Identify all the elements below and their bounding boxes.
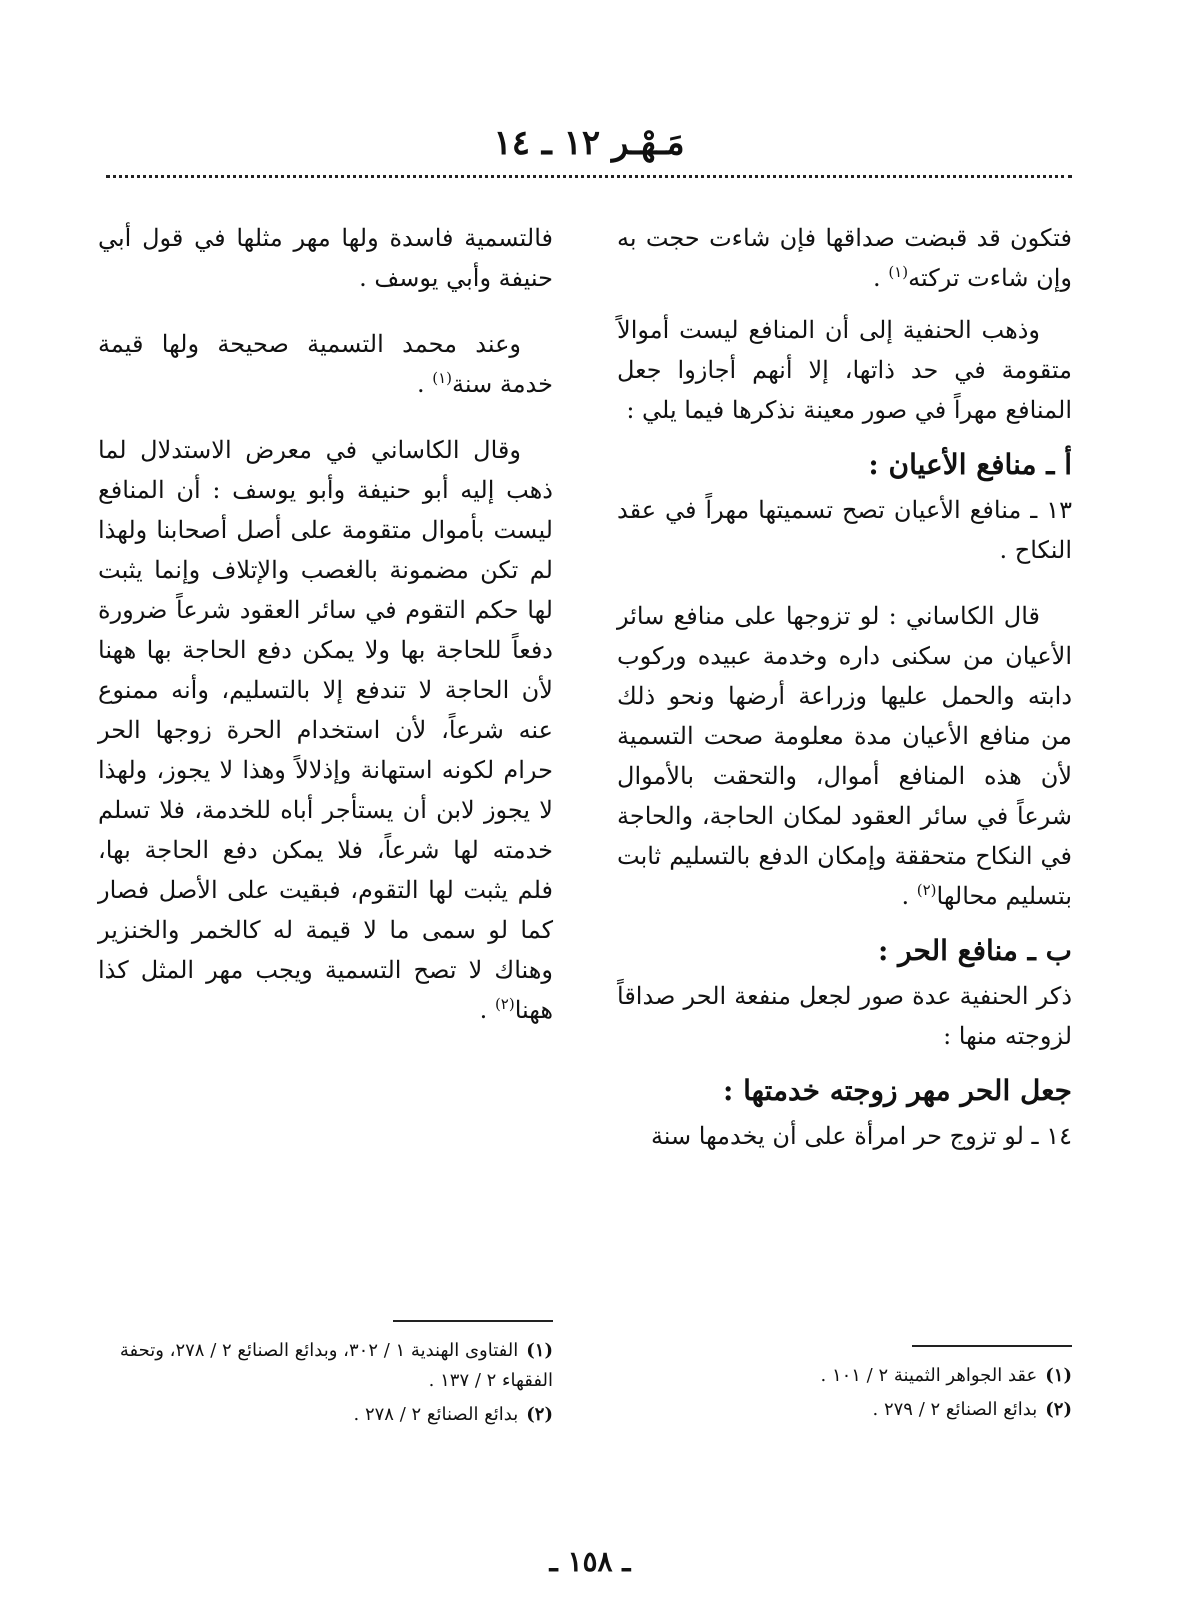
footnote-rule [912, 1345, 1072, 1347]
paragraph-text: وقال الكاساني في معرض الاستدلال لما ذهب إليه أبو حنيفة وأبو يوسف : أن المنافع ليست بأموال متقومة على أصل أصحابنا ولهذا لم تكن مضمونة بالغصب والإتلاف وإنما يثبت لها حكم التقوم في سائر العقود شرعاً ضرورة دفعاً للحاجة بها ولا يمكن دفع الحاجة بها ههنا لأن الحاجة لا تندفع إلا بالتسليم، وأنه ممنوع عنه شرعاً، لأن استخدام الحرة زوجها الحر حرام لكونه استهانة وإذلالاً وهذا لا يجوز، ولهذا لا يجوز لابن أن يستأجر أباه للخدمة، فلا تسلم خدمته لها شرعاً، فلا يمكن دفع الحاجة بها، فلم يثبت لها التقوم، فبقيت على الأصل فصار كما لو سمى ما لا قيمة له كالخمر والخنزير وهناك لا تصح التسمية ويجب مهر المثل كذا ههنا [98, 436, 553, 1024]
paragraph-text: فتكون قد قبضت صداقها فإن شاءت حجت به وإن شاءت تركته [617, 224, 1072, 292]
footnote-number: (١) [526, 1340, 553, 1361]
footnote [617, 1361, 1072, 1391]
footnote-number: (٢) [1045, 1399, 1072, 1420]
paragraph: وقال الكاساني في معرض الاستدلال لما ذهب إليه أبو حنيفة وأبو يوسف : أن المنافع ليست بأموال متقومة على أصل أصحابنا ولهذا لم تكن مضمونة بالغصب والإتلاف وإنما يثبت لها حكم التقوم في سائر العقود شرعاً ضرورة دفعاً للحاجة بها ولا يمكن دفع الحاجة بها ههنا لأن الحاجة لا تندفع إلا بالتسليم، وأنه ممنوع عنه شرعاً، لأن استخدام الحرة زوجها الحر حرام لكونه استهانة وإذلالاً وهذا لا يجوز، ولهذا لا يجوز لابن أن يستأجر أباه للخدمة، فلا تسلم خدمته لها شرعاً، فلا يمكن دفع الحاجة بها، فلم يثبت لها التقوم، فبقيت على الأصل فصار كما لو سمى ما لا قيمة له كالخمر والخنزير وهناك لا تصح التسمية ويجب مهر المثل كذا ههنا$^{(٢)}$ . [98, 436, 553, 1024]
footnote [617, 1395, 1072, 1425]
paragraph-text: قال الكاساني : لو تزوجها على منافع سائر الأعيان من سكنى داره وخدمة عبيده وركوب دابته والحمل عليها وزراعة أرضها ونحو ذلك من منافع الأعيان مدة معلومة صحت التسمية لأن هذه المنافع أموال، والتحقت بالأموال شرعاً في سائر العقود لمكان الحاجة، والحاجة في النكاح متحققة وإمكان الدفع بالتسليم ثابت بتسليم محالها [617, 602, 1072, 910]
footnote-ref: (٢) [494, 995, 515, 1013]
section-heading: ب ـ منافع الحر : [878, 934, 1072, 967]
footnote [98, 1336, 553, 1396]
header-dotted-rule [106, 175, 1072, 178]
section-heading: أ ـ منافع الأعيان : [868, 448, 1072, 481]
footnote-number: (١) [1045, 1365, 1072, 1386]
footnote-text: بدائع الصنائع ٢ / ٢٧٨ . [353, 1404, 519, 1425]
footnote-ref: (٢) [916, 881, 937, 899]
left-column [98, 218, 553, 1042]
paragraph: وذهب الحنفية إلى أن المنافع ليست أموالاً متقومة في حد ذاتها، إلا أنهم أجازوا جعل المنافع مهراً في صور معينة نذكرها فيما يلي : [617, 316, 1072, 424]
paragraph: فالتسمية فاسدة ولها مهر مثلها في قول أبي حنيفة وأبي يوسف . [98, 224, 553, 292]
footnote-text: عقد الجواهر الثمينة ٢ / ١٠١ . [820, 1365, 1038, 1386]
page-number: ـ ١٥٨ ـ [549, 1545, 631, 1578]
running-header: مَـهْـر ١٢ ـ ١٤ [493, 123, 685, 163]
paragraph: وعند محمد التسمية صحيحة ولها قيمة خدمة سنة$^{(١)}$ . [98, 330, 553, 398]
footnote-number: (٢) [526, 1404, 553, 1425]
footnote-rule [393, 1320, 553, 1322]
section-heading: جعل الحر مهر زوجته خدمتها : [723, 1074, 1072, 1107]
footnote [98, 1400, 553, 1430]
numbered-paragraph: ١٤ ـ لو تزوج حر امرأة على أن يخدمها سنة [650, 1122, 1072, 1150]
footnote-text: بدائع الصنائع ٢ / ٢٧٩ . [872, 1399, 1038, 1420]
footnote-ref: (١) [888, 263, 909, 281]
paragraph: قال الكاساني : لو تزوجها على منافع سائر الأعيان من سكنى داره وخدمة عبيده وركوب دابته والحمل عليها وزراعة أرضها ونحو ذلك من منافع الأعيان مدة معلومة صحت التسمية لأن هذه المنافع أموال، والتحقت بالأموال شرعاً في سائر العقود لمكان الحاجة، والحاجة في النكاح متحققة وإمكان الدفع بالتسليم ثابت بتسليم محالها$^{(٢)}$ . [617, 602, 1072, 910]
paragraph-text: وعند محمد التسمية صحيحة ولها قيمة خدمة سنة [98, 330, 553, 398]
numbered-paragraph: ١٣ ـ منافع الأعيان تصح تسميتها مهراً في عقد النكاح . [617, 496, 1072, 564]
footnote-ref: (١) [432, 369, 452, 387]
right-column [617, 218, 1072, 1168]
paragraph: ذكر الحنفية عدة صور لجعل منفعة الحر صداقاً لزوجته منها : [617, 982, 1073, 1050]
footnote-text: الفتاوى الهندية ١ / ٣٠٢، وبدائع الصنائع ٢ / ٢٧٨، وتحفة الفقهاء ٢ / ١٣٧ . [119, 1340, 553, 1391]
footnotes-left [98, 1320, 553, 1434]
paragraph: فتكون قد قبضت صداقها فإن شاءت حجت به وإن شاءت تركته$^{(١)}$ . [617, 224, 1072, 292]
footnotes-right [617, 1345, 1072, 1429]
